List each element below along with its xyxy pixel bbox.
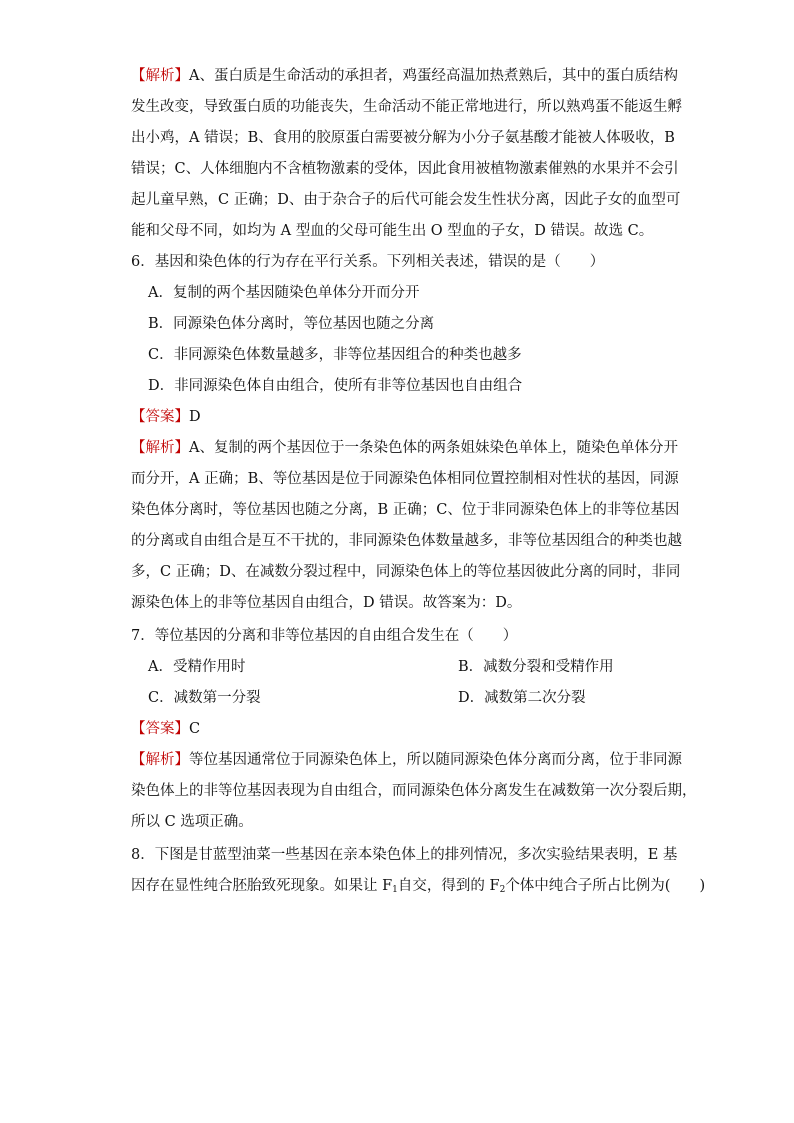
q7-stem: 7．等位基因的分离和非等位基因的自由组合发生在（ ） bbox=[131, 628, 518, 644]
q6-option-d: D．非同源染色体自由组合，使所有非等位基因也自由组合 bbox=[148, 378, 523, 394]
q5-explanation-line-5: 起儿童早熟，C 正确；D、由于杂合子的后代可能会发生性状分离，因此子女的血型可 bbox=[131, 192, 681, 208]
q7-option-a: A．受精作用时 bbox=[148, 659, 246, 675]
q7-explanation-line-2: 染色体上的非等位基因表现为自由组合，而同源染色体分离发生在减数第一次分裂后期， bbox=[131, 783, 697, 799]
q6-explanation-line-3: 染色体分离时，等位基因也随之分离，B 正确；C、位于非同源染色体上的非等位基因 bbox=[131, 502, 680, 518]
q6-explanation-line-1: 【解析】A、复制的两个基因位于一条染色体的两条姐妹染色单体上，随染色单体分开 bbox=[131, 440, 678, 456]
q6-explanation-line-2: 而分开，A 正确；B、等位基因是位于同源染色体相同位置控制相对性状的基因，同源 bbox=[131, 471, 679, 487]
q6-answer: 【答案】D bbox=[131, 409, 201, 425]
q7-explanation-line-1: 【解析】等位基因通常位于同源染色体上，所以随同源染色体分离而分离，位于非同源 bbox=[131, 752, 682, 768]
q6-explanation bbox=[131, 433, 682, 619]
q7-option-c: C．减数第一分裂 bbox=[148, 690, 261, 706]
q8-stem bbox=[131, 840, 706, 902]
q7-option-d: D．减数第二次分裂 bbox=[458, 690, 586, 706]
jiexi-tag: 【解析】 bbox=[131, 68, 189, 84]
q8-stem-line-2: 因存在显性纯合胚胎致死现象。如果让 $F_1$自交，得到的 $F_2$个体中纯合子所占比例为( ) bbox=[131, 878, 706, 895]
q5-explanation-line-3: 出小鸡，A 错误；B、食用的胶原蛋白需要被分解为小分子氨基酸才能被人体吸收，B bbox=[131, 130, 675, 146]
q6-option-c: C．非同源染色体数量越多，非等位基因组合的种类也越多 bbox=[148, 347, 522, 363]
q6-option-b: B．同源染色体分离时，等位基因也随之分离 bbox=[148, 316, 435, 332]
q6-option-a: A．复制的两个基因随染色单体分开而分开 bbox=[148, 285, 420, 301]
q5-explanation-line-6: 能和父母不同，如均为 A 型血的父母可能生出 O 型血的子女，D 错误。故选 C。 bbox=[131, 223, 654, 239]
q6-explanation-line-4: 的分离或自由组合是互不干扰的，非同源染色体数量越多，非等位基因组合的种类也越 bbox=[131, 533, 682, 549]
q7-answer: 【答案】C bbox=[131, 721, 201, 737]
q7-explanation-line-3: 所以 C 选项正确。 bbox=[131, 814, 253, 830]
q5-explanation-line-4: 错误；C、人体细胞内不含植物激素的受体，因此食用被植物激素催熟的水果并不会引 bbox=[131, 161, 679, 177]
q7-option-b: B．减数分裂和受精作用 bbox=[458, 659, 614, 675]
q5-explanation-line-1: 【解析】A、蛋白质是生命活动的承担者，鸡蛋经高温加热煮熟后，其中的蛋白质结构 bbox=[131, 68, 678, 84]
q6-explanation-line-6: 源染色体上的非等位基因自由组合，D 错误。故答案为：D。 bbox=[131, 595, 522, 611]
q6-explanation-line-5: 多，C 正确；D、在减数分裂过程中，同源染色体上的等位基因彼此分离的同时，非同 bbox=[131, 564, 681, 580]
q5-explanation-line-2: 发生改变，导致蛋白质的功能丧失，生命活动不能正常地进行，所以熟鸡蛋不能返生孵 bbox=[131, 99, 682, 115]
q5-explanation bbox=[131, 61, 682, 247]
q6-stem: 6．基因和染色体的行为存在平行关系。下列相关表述，错误的是（ ） bbox=[131, 254, 605, 270]
q7-explanation bbox=[131, 745, 697, 838]
q8-stem-line-1: 8．下图是甘蓝型油菜一些基因在亲本染色体上的排列情况，多次实验结果表明，E 基 bbox=[131, 847, 678, 863]
